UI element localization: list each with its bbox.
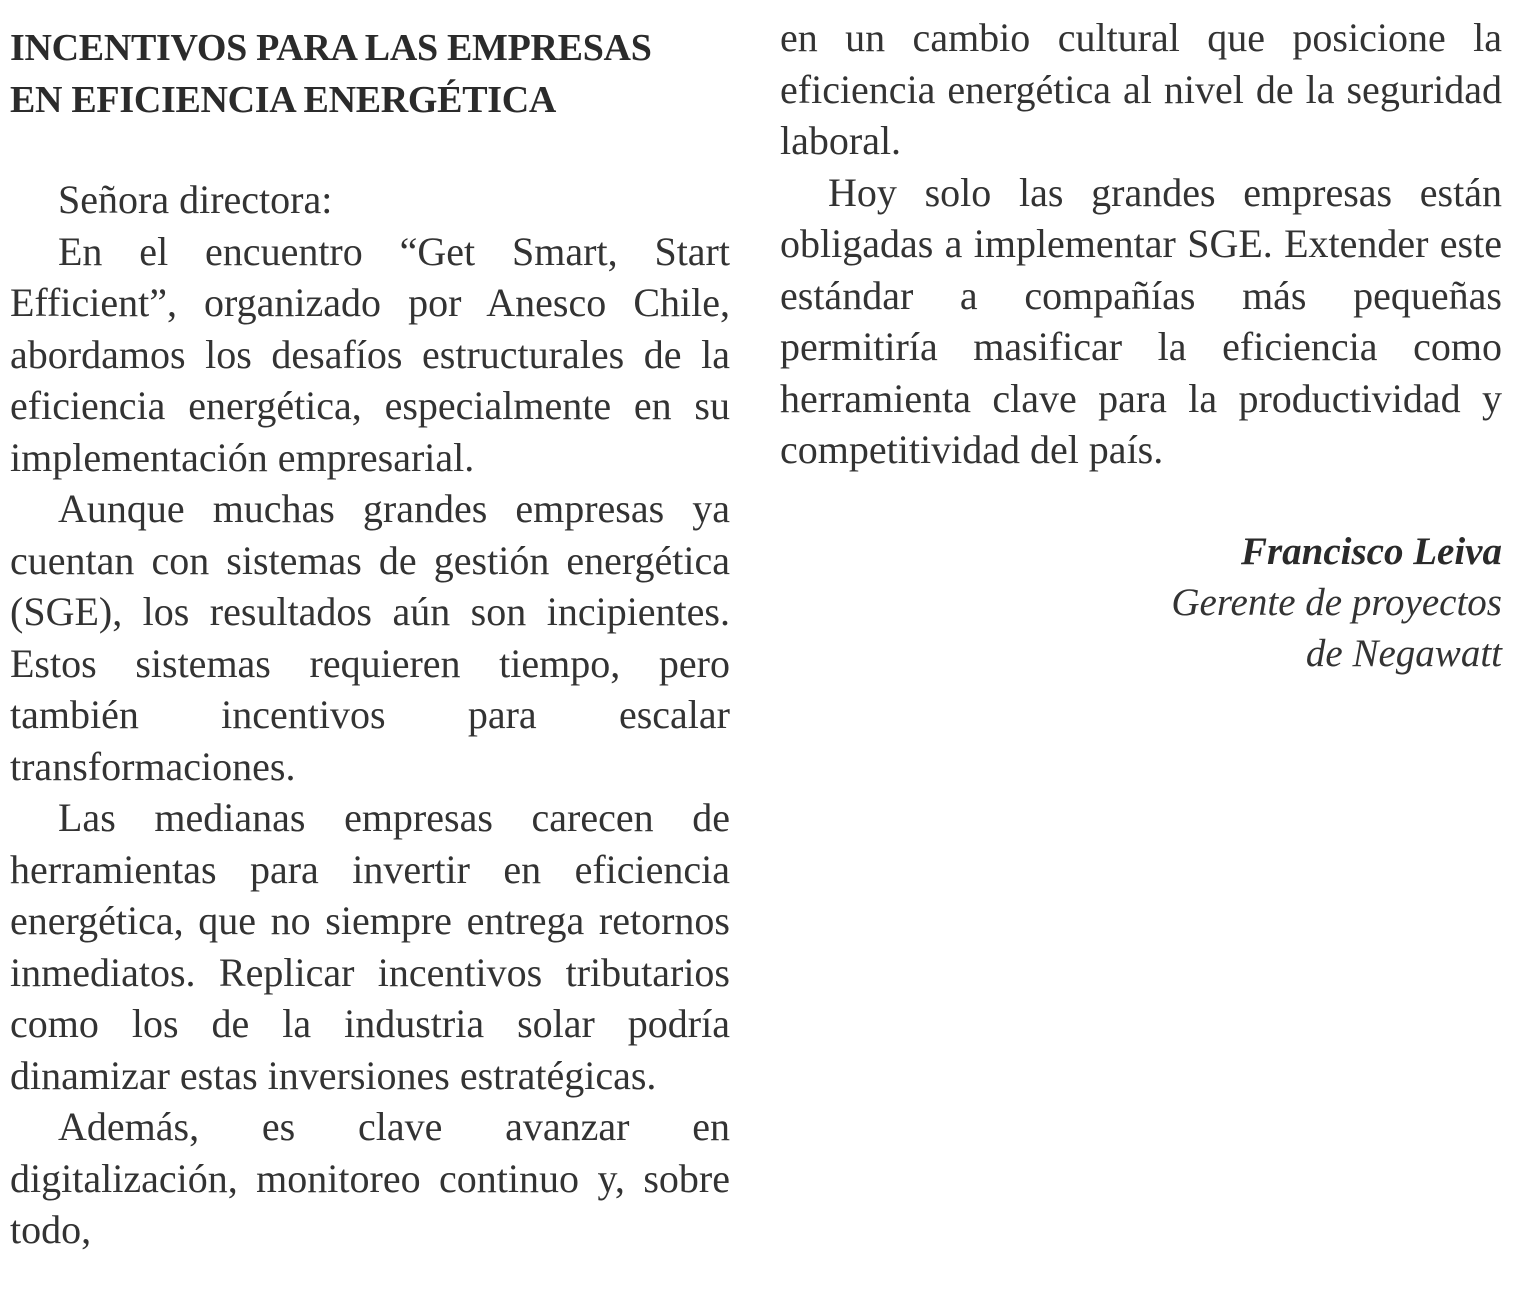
paragraph-4-start: Además, es clave avanzar en digitalización, monitoreo continuo y, sobre todo,: [10, 1104, 730, 1252]
paragraph-5: Hoy solo las grandes empresas están obligadas a implementar SGE. Extender este estándar a compañías más pequeñas permitiría masificar la eficiencia como herramienta clave para la productividad y competitividad del país.: [780, 169, 1502, 472]
salutation: Señora directora:: [58, 177, 333, 222]
signature-role-line-2: de Negawatt: [1305, 631, 1502, 675]
signature-role-line-1: Gerente de proyectos: [1171, 580, 1502, 624]
paragraph-3: Las medianas empresas carecen de herramientas para invertir en eficiencia energética, que no siempre entrega retornos inmediatos. Replicar incentivos tributarios como los de la industria solar podría dinamizar estas inversiones estratégicas.: [10, 795, 730, 1098]
left-column: [10, 22, 730, 1256]
right-column: [780, 12, 1502, 679]
headline-line-1: INCENTIVOS PARA LAS EMPRESAS: [10, 27, 652, 69]
headline-line-2: EN EFICIENCIA ENERGÉTICA: [10, 79, 557, 121]
paragraph-1: En el encuentro “Get Smart, Start Efficient”, organizado por Anesco Chile, abordamos los desafíos estructurales de la eficiencia energética, especialmente en su implementación empresarial.: [10, 228, 730, 480]
signature-name: Francisco Leiva: [1240, 529, 1502, 573]
headline: [10, 22, 730, 126]
signature-block: [780, 526, 1502, 679]
paragraph-4-end: en un cambio cultural que posicione la eficiencia energética al nivel de la seguridad laboral.: [780, 15, 1502, 163]
paragraph-2: Aunque muchas grandes empresas ya cuentan con sistemas de gestión energética (SGE), los resultados aún son incipientes. Estos sistemas requieren tiempo, pero también incentivos para escalar transformaciones.: [10, 486, 730, 789]
